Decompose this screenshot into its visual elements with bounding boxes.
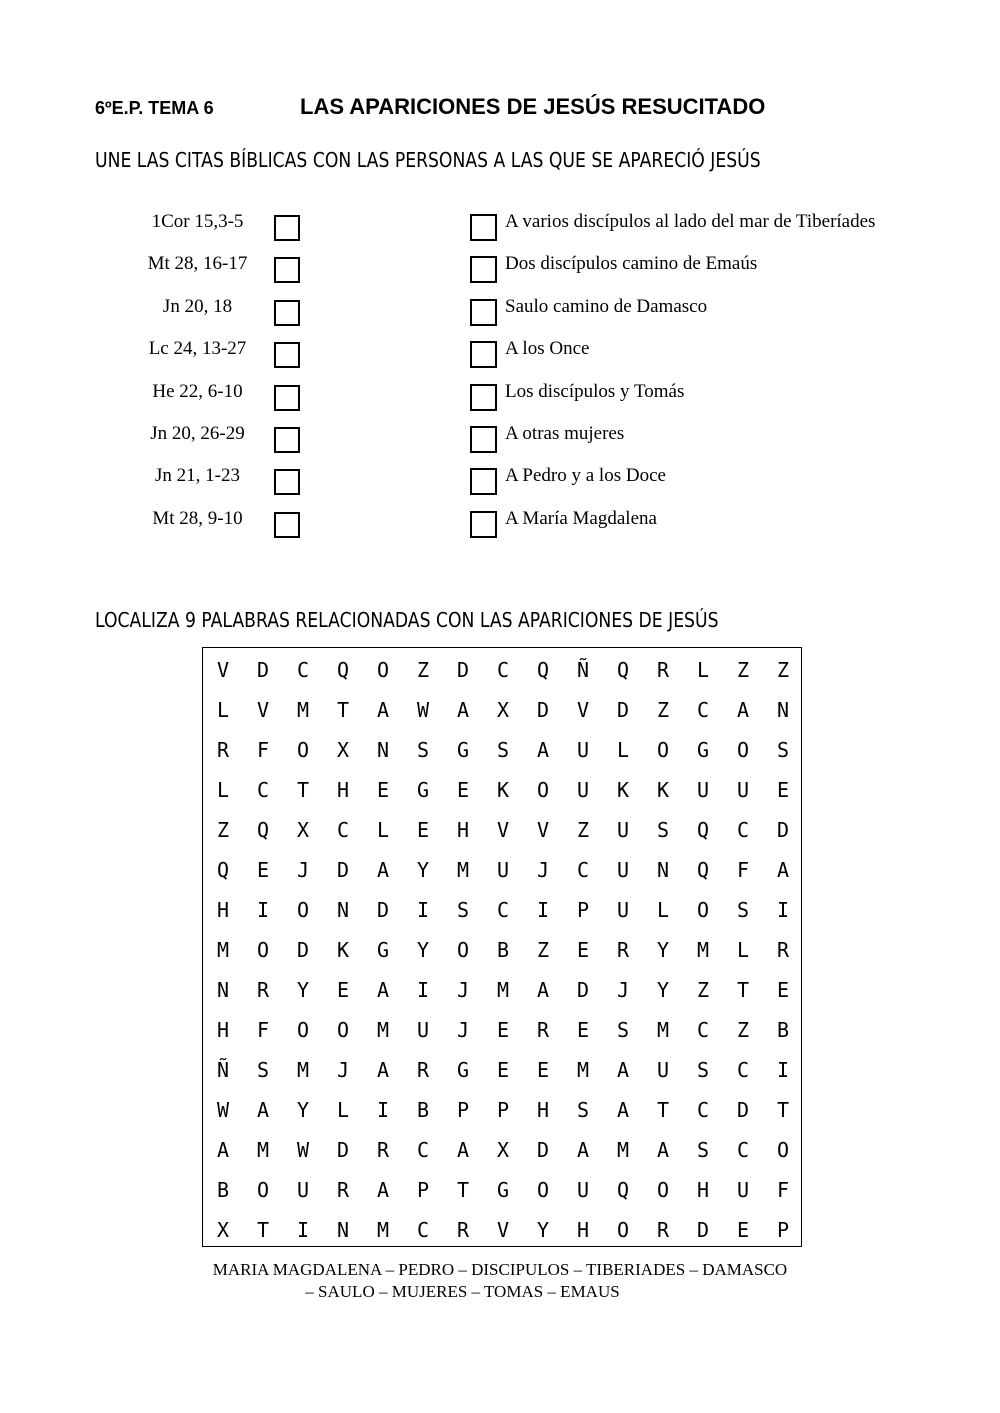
grid-letter[interactable]: H (536, 1098, 550, 1122)
grid-letter[interactable]: A (456, 698, 470, 722)
grid-letter[interactable]: U (416, 1018, 430, 1042)
grid-letter[interactable]: M (656, 1018, 670, 1042)
grid-letter[interactable]: L (336, 1098, 350, 1122)
grid-letter[interactable]: A (376, 698, 390, 722)
grid-letter[interactable]: A (616, 1098, 630, 1122)
grid-letter[interactable]: R (536, 1018, 550, 1042)
grid-letter[interactable]: A (456, 1138, 470, 1162)
grid-row (203, 890, 803, 930)
person-label: Saulo camino de Damasco (505, 295, 708, 317)
citation-checkbox[interactable] (274, 342, 300, 368)
person-row (470, 250, 970, 292)
grid-letter[interactable]: I (416, 898, 430, 922)
grid-letter[interactable]: C (696, 1098, 710, 1122)
grid-letter[interactable]: D (256, 658, 270, 682)
grid-letter[interactable]: S (576, 1098, 590, 1122)
grid-letter[interactable]: S (456, 898, 470, 922)
grid-letter[interactable]: N (776, 698, 790, 722)
grid-letter[interactable]: S (616, 1018, 630, 1042)
grid-letter[interactable]: Q (336, 658, 350, 682)
grid-row (203, 1090, 803, 1130)
grid-letter[interactable]: O (376, 658, 390, 682)
grid-letter[interactable]: K (336, 938, 350, 962)
grid-letter[interactable]: Y (416, 858, 430, 882)
grid-letter[interactable]: A (216, 1138, 230, 1162)
grid-letter[interactable]: Q (696, 858, 710, 882)
person-checkbox[interactable] (470, 468, 497, 495)
person-row (470, 335, 970, 377)
grid-letter[interactable]: V (576, 698, 590, 722)
grid-letter[interactable]: O (696, 898, 710, 922)
grid-letter[interactable]: O (296, 738, 310, 762)
grid-letter[interactable]: Y (296, 1098, 310, 1122)
grid-letter[interactable]: R (216, 738, 230, 762)
grid-letter[interactable]: J (296, 858, 310, 882)
citation-row (130, 208, 310, 250)
grid-letter[interactable]: D (336, 858, 350, 882)
grid-letter[interactable]: X (496, 698, 510, 722)
course-label: 6ºE.P. TEMA 6 (95, 98, 214, 118)
grid-letter[interactable]: U (616, 898, 630, 922)
grid-letter[interactable]: B (416, 1098, 430, 1122)
grid-letter[interactable]: M (376, 1018, 390, 1042)
person-checkbox[interactable] (470, 384, 497, 411)
word-list-line-1: MARIA MAGDALENA – PEDRO – DISCIPULOS – TIBERIADES – DAMASCO (212, 1260, 788, 1279)
grid-letter[interactable]: L (376, 818, 390, 842)
person-label: Los discípulos y Tomás (505, 380, 685, 402)
grid-letter[interactable]: F (256, 738, 270, 762)
grid-letter[interactable]: C (736, 818, 750, 842)
grid-letter[interactable]: L (216, 778, 230, 802)
grid-letter[interactable]: A (576, 1138, 590, 1162)
grid-letter[interactable]: Ñ (216, 1058, 230, 1082)
grid-letter[interactable]: Q (216, 858, 230, 882)
grid-letter[interactable]: Y (656, 938, 670, 962)
grid-letter[interactable]: H (576, 1218, 590, 1242)
grid-letter[interactable]: H (216, 1018, 230, 1042)
grid-letter[interactable]: G (376, 938, 390, 962)
grid-letter[interactable]: L (616, 738, 630, 762)
grid-letter[interactable]: W (216, 1098, 230, 1122)
grid-letter[interactable]: L (696, 658, 710, 682)
grid-letter[interactable]: A (736, 698, 750, 722)
citation-label: 1Cor 15,3-5 (151, 211, 244, 232)
grid-letter[interactable]: S (696, 1138, 710, 1162)
grid-letter[interactable]: C (496, 898, 510, 922)
citation-row (130, 505, 310, 547)
person-row (470, 293, 970, 335)
grid-letter[interactable]: S (696, 1058, 710, 1082)
grid-letter[interactable]: X (336, 738, 350, 762)
grid-letter[interactable]: J (456, 978, 470, 1002)
grid-row (203, 970, 803, 1010)
grid-letter[interactable]: C (736, 1058, 750, 1082)
grid-letter[interactable]: A (616, 1058, 630, 1082)
grid-letter[interactable]: Y (536, 1218, 550, 1242)
grid-letter[interactable]: T (336, 698, 350, 722)
grid-letter[interactable]: V (496, 818, 510, 842)
grid-letter[interactable]: M (576, 1058, 590, 1082)
grid-letter[interactable]: I (776, 898, 790, 922)
grid-letter[interactable]: U (696, 778, 710, 802)
citation-row (130, 378, 310, 420)
grid-letter[interactable]: M (296, 1058, 310, 1082)
grid-letter[interactable]: C (736, 1138, 750, 1162)
grid-letter[interactable]: P (456, 1098, 470, 1122)
citation-checkbox[interactable] (274, 257, 300, 283)
grid-row (203, 1210, 803, 1250)
person-checkbox[interactable] (470, 214, 497, 241)
grid-letter[interactable]: M (696, 938, 710, 962)
grid-letter[interactable]: M (296, 698, 310, 722)
grid-letter[interactable]: Z (696, 978, 710, 1002)
citation-row (130, 250, 310, 292)
grid-letter[interactable]: K (656, 778, 670, 802)
grid-letter[interactable]: T (656, 1098, 670, 1122)
grid-letter[interactable]: I (536, 898, 550, 922)
grid-letter[interactable]: O (296, 898, 310, 922)
grid-letter[interactable]: N (656, 858, 670, 882)
grid-letter[interactable]: Ñ (576, 658, 590, 682)
citation-row (130, 293, 310, 335)
grid-letter[interactable]: C (696, 698, 710, 722)
grid-letter[interactable]: N (376, 738, 390, 762)
grid-letter[interactable]: Q (616, 1178, 630, 1202)
grid-letter[interactable]: O (536, 1178, 550, 1202)
grid-letter[interactable]: M (456, 858, 470, 882)
grid-letter[interactable]: U (576, 778, 590, 802)
grid-letter[interactable]: D (536, 1138, 550, 1162)
grid-letter[interactable]: Q (616, 658, 630, 682)
grid-letter[interactable]: M (216, 938, 230, 962)
grid-letter[interactable]: O (656, 1178, 670, 1202)
grid-letter[interactable]: D (616, 698, 630, 722)
grid-letter[interactable]: C (256, 778, 270, 802)
grid-letter[interactable]: Q (696, 818, 710, 842)
grid-letter[interactable]: S (256, 1058, 270, 1082)
grid-letter[interactable]: H (696, 1178, 710, 1202)
grid-letter[interactable]: U (576, 1178, 590, 1202)
grid-letter[interactable]: S (656, 818, 670, 842)
grid-letter[interactable]: S (496, 738, 510, 762)
grid-letter[interactable]: Z (416, 658, 430, 682)
grid-letter[interactable]: U (736, 778, 750, 802)
grid-letter[interactable]: E (576, 1018, 590, 1042)
grid-row (203, 1050, 803, 1090)
grid-letter[interactable]: G (696, 738, 710, 762)
matching-instruction: UNE LAS CITAS BÍBLICAS CON LAS PERSONAS A LAS QUE SE APARECIÓ JESÚS (95, 148, 761, 172)
grid-row (203, 730, 803, 770)
grid-row (203, 690, 803, 730)
grid-letter[interactable]: E (336, 978, 350, 1002)
person-checkbox[interactable] (470, 511, 497, 538)
grid-letter[interactable]: E (576, 938, 590, 962)
grid-letter[interactable]: O (256, 938, 270, 962)
citation-label: Lc 24, 13-27 (148, 338, 247, 360)
grid-letter[interactable]: M (376, 1218, 390, 1242)
grid-letter[interactable]: A (376, 858, 390, 882)
citation-label: He 22, 6-10 (152, 380, 243, 402)
grid-letter[interactable]: M (616, 1138, 630, 1162)
grid-letter[interactable]: T (456, 1178, 470, 1202)
grid-letter[interactable]: C (496, 658, 510, 682)
grid-letter[interactable]: N (336, 898, 350, 922)
grid-letter[interactable]: U (576, 738, 590, 762)
grid-letter[interactable]: R (336, 1178, 350, 1202)
grid-letter[interactable]: R (656, 658, 670, 682)
wordsearch-grid (202, 647, 802, 1247)
grid-letter[interactable]: S (736, 898, 750, 922)
citation-label: Jn 20, 18 (162, 295, 233, 317)
grid-letter[interactable]: S (776, 738, 790, 762)
grid-letter[interactable]: P (576, 898, 590, 922)
grid-letter[interactable]: T (736, 978, 750, 1002)
person-label: Dos discípulos camino de Emaús (505, 253, 758, 275)
grid-row (203, 1130, 803, 1170)
grid-letter[interactable]: A (656, 1138, 670, 1162)
grid-row (203, 810, 803, 850)
grid-letter[interactable]: O (336, 1018, 350, 1042)
grid-letter[interactable]: E (736, 1218, 750, 1242)
person-checkbox[interactable] (470, 299, 497, 326)
grid-letter[interactable]: G (496, 1178, 510, 1202)
grid-letter[interactable]: J (336, 1058, 350, 1082)
person-checkbox[interactable] (470, 426, 497, 453)
grid-letter[interactable]: D (696, 1218, 710, 1242)
grid-letter[interactable]: Y (416, 938, 430, 962)
grid-letter[interactable]: D (576, 978, 590, 1002)
grid-letter[interactable]: J (616, 978, 630, 1002)
grid-letter[interactable]: H (456, 818, 470, 842)
citation-label: Mt 28, 9-10 (152, 507, 243, 529)
persons-column (470, 208, 970, 547)
grid-row (203, 1010, 803, 1050)
grid-letter[interactable]: A (536, 738, 550, 762)
grid-letter[interactable]: U (616, 858, 630, 882)
grid-letter[interactable]: E (776, 778, 790, 802)
grid-letter[interactable]: D (536, 698, 550, 722)
grid-letter[interactable]: C (576, 858, 590, 882)
citation-checkbox[interactable] (274, 300, 300, 326)
grid-letter[interactable]: C (416, 1138, 430, 1162)
grid-letter[interactable]: J (536, 858, 550, 882)
grid-letter[interactable]: D (736, 1098, 750, 1122)
citation-label: Jn 20, 26-29 (150, 422, 245, 444)
person-label: A María Magdalena (505, 507, 657, 529)
person-row (470, 420, 970, 462)
person-row (470, 462, 970, 504)
grid-letter[interactable]: F (256, 1018, 270, 1042)
grid-letter[interactable]: E (256, 858, 270, 882)
citation-row (130, 420, 310, 462)
grid-letter[interactable]: C (296, 658, 310, 682)
grid-letter[interactable]: O (536, 778, 550, 802)
grid-letter[interactable]: R (776, 938, 790, 962)
grid-letter[interactable]: B (776, 1018, 790, 1042)
grid-letter[interactable]: E (536, 1058, 550, 1082)
citation-checkbox[interactable] (274, 385, 300, 411)
grid-letter[interactable]: V (216, 658, 230, 682)
grid-letter[interactable]: P (496, 1098, 510, 1122)
grid-letter[interactable]: A (376, 1058, 390, 1082)
grid-letter[interactable]: O (296, 1018, 310, 1042)
grid-letter[interactable]: E (496, 1018, 510, 1042)
person-row (470, 505, 970, 547)
person-label: A Pedro y a los Doce (505, 465, 666, 487)
grid-letter[interactable]: X (296, 818, 310, 842)
grid-letter[interactable]: U (296, 1178, 310, 1202)
grid-letter[interactable]: E (776, 978, 790, 1002)
wordsearch-instruction: LOCALIZA 9 PALABRAS RELACIONADAS CON LAS APARICIONES DE JESÚS (95, 608, 719, 632)
grid-letter[interactable]: T (296, 778, 310, 802)
citation-label: Jn 21, 1-23 (155, 465, 240, 487)
grid-letter[interactable]: Z (656, 698, 670, 722)
grid-letter[interactable]: L (216, 698, 230, 722)
grid-letter[interactable]: P (776, 1218, 790, 1242)
grid-letter[interactable]: Z (736, 658, 750, 682)
grid-letter[interactable]: R (616, 938, 630, 962)
grid-letter[interactable]: I (376, 1098, 390, 1122)
grid-letter[interactable]: G (456, 1058, 470, 1082)
citation-checkbox[interactable] (274, 427, 300, 453)
grid-letter[interactable]: P (416, 1178, 430, 1202)
grid-letter[interactable]: J (456, 1018, 470, 1042)
grid-letter[interactable]: D (296, 938, 310, 962)
grid-letter[interactable]: I (776, 1058, 790, 1082)
grid-letter[interactable]: Y (656, 978, 670, 1002)
word-list-line-2: – SAULO – MUJERES – TOMAS – EMAUS (305, 1282, 620, 1301)
grid-letter[interactable]: V (496, 1218, 510, 1242)
person-label: A otras mujeres (505, 422, 625, 444)
grid-letter[interactable]: X (496, 1138, 510, 1162)
grid-letter[interactable]: R (256, 978, 270, 1002)
page-title: LAS APARICIONES DE JESÚS RESUCITADO (300, 94, 766, 119)
grid-letter[interactable]: S (416, 738, 430, 762)
grid-letter[interactable]: X (216, 1218, 230, 1242)
grid-letter[interactable]: H (336, 778, 350, 802)
grid-letter[interactable]: K (616, 778, 630, 802)
grid-letter[interactable]: Z (776, 658, 790, 682)
grid-letter[interactable]: R (656, 1218, 670, 1242)
grid-letter[interactable]: Y (296, 978, 310, 1002)
grid-letter[interactable]: B (496, 938, 510, 962)
grid-letter[interactable]: N (336, 1218, 350, 1242)
grid-letter[interactable]: E (416, 818, 430, 842)
grid-letter[interactable]: Q (536, 658, 550, 682)
person-row (470, 378, 970, 420)
grid-letter[interactable]: M (496, 978, 510, 1002)
grid-letter[interactable]: E (376, 778, 390, 802)
grid-letter[interactable]: A (376, 1178, 390, 1202)
grid-letter[interactable]: R (376, 1138, 390, 1162)
grid-letter[interactable]: A (256, 1098, 270, 1122)
grid-letter[interactable]: C (696, 1018, 710, 1042)
word-list (120, 1259, 880, 1303)
citation-checkbox[interactable] (274, 512, 300, 538)
grid-letter[interactable]: M (256, 1138, 270, 1162)
grid-letter[interactable]: W (296, 1138, 310, 1162)
grid-row (203, 850, 803, 890)
grid-letter[interactable]: U (656, 1058, 670, 1082)
citation-row (130, 335, 310, 377)
person-checkbox[interactable] (470, 256, 497, 283)
grid-letter[interactable]: D (336, 1138, 350, 1162)
grid-letter[interactable]: D (376, 898, 390, 922)
citations-column (130, 208, 310, 547)
grid-letter[interactable]: T (256, 1218, 270, 1242)
person-row (470, 208, 970, 250)
grid-letter[interactable]: T (776, 1098, 790, 1122)
citation-checkbox[interactable] (274, 215, 300, 241)
citation-row (130, 462, 310, 504)
grid-letter[interactable]: O (616, 1218, 630, 1242)
grid-row (203, 770, 803, 810)
grid-letter[interactable]: N (216, 978, 230, 1002)
grid-letter[interactable]: Z (216, 818, 230, 842)
grid-row (203, 1170, 803, 1210)
grid-letter[interactable]: Q (256, 818, 270, 842)
grid-letter[interactable]: L (656, 898, 670, 922)
grid-row (203, 650, 803, 690)
grid-letter[interactable]: O (256, 1178, 270, 1202)
person-label: A varios discípulos al lado del mar de Tiberíades (505, 211, 876, 232)
grid-letter[interactable]: D (776, 818, 790, 842)
grid-letter[interactable]: U (736, 1178, 750, 1202)
grid-letter[interactable]: R (416, 1058, 430, 1082)
grid-row (203, 930, 803, 970)
grid-letter[interactable]: F (776, 1178, 790, 1202)
citation-checkbox[interactable] (274, 469, 300, 495)
grid-letter[interactable]: Z (736, 1018, 750, 1042)
grid-letter[interactable]: G (456, 738, 470, 762)
grid-letter[interactable]: E (456, 778, 470, 802)
grid-letter[interactable]: G (416, 778, 430, 802)
grid-letter[interactable]: A (776, 858, 790, 882)
grid-letter[interactable]: I (256, 898, 270, 922)
grid-letter[interactable]: B (216, 1178, 230, 1202)
grid-letter[interactable]: K (496, 778, 510, 802)
grid-letter[interactable]: Z (536, 938, 550, 962)
grid-letter[interactable]: R (456, 1218, 470, 1242)
person-label: A los Once (505, 338, 590, 360)
grid-letter[interactable]: E (496, 1058, 510, 1082)
grid-letter[interactable]: D (456, 658, 470, 682)
grid-letter[interactable]: I (416, 978, 430, 1002)
grid-letter[interactable]: O (776, 1138, 790, 1162)
grid-letter[interactable]: A (376, 978, 390, 1002)
grid-letter[interactable]: H (216, 898, 230, 922)
grid-letter[interactable]: L (736, 938, 750, 962)
grid-letter[interactable]: C (416, 1218, 430, 1242)
grid-letter[interactable]: U (496, 858, 510, 882)
grid-letter[interactable]: V (536, 818, 550, 842)
grid-letter[interactable]: Z (576, 818, 590, 842)
person-checkbox[interactable] (470, 341, 497, 368)
grid-letter[interactable]: O (736, 738, 750, 762)
grid-letter[interactable]: A (536, 978, 550, 1002)
grid-letter[interactable]: C (336, 818, 350, 842)
grid-letter[interactable]: O (456, 938, 470, 962)
citation-label: Mt 28, 16-17 (147, 253, 248, 275)
grid-letter[interactable]: I (296, 1218, 310, 1242)
grid-letter[interactable]: F (736, 858, 750, 882)
grid-letter[interactable]: W (416, 698, 430, 722)
grid-letter[interactable]: U (616, 818, 630, 842)
grid-letter[interactable]: V (256, 698, 270, 722)
grid-letter[interactable]: O (656, 738, 670, 762)
